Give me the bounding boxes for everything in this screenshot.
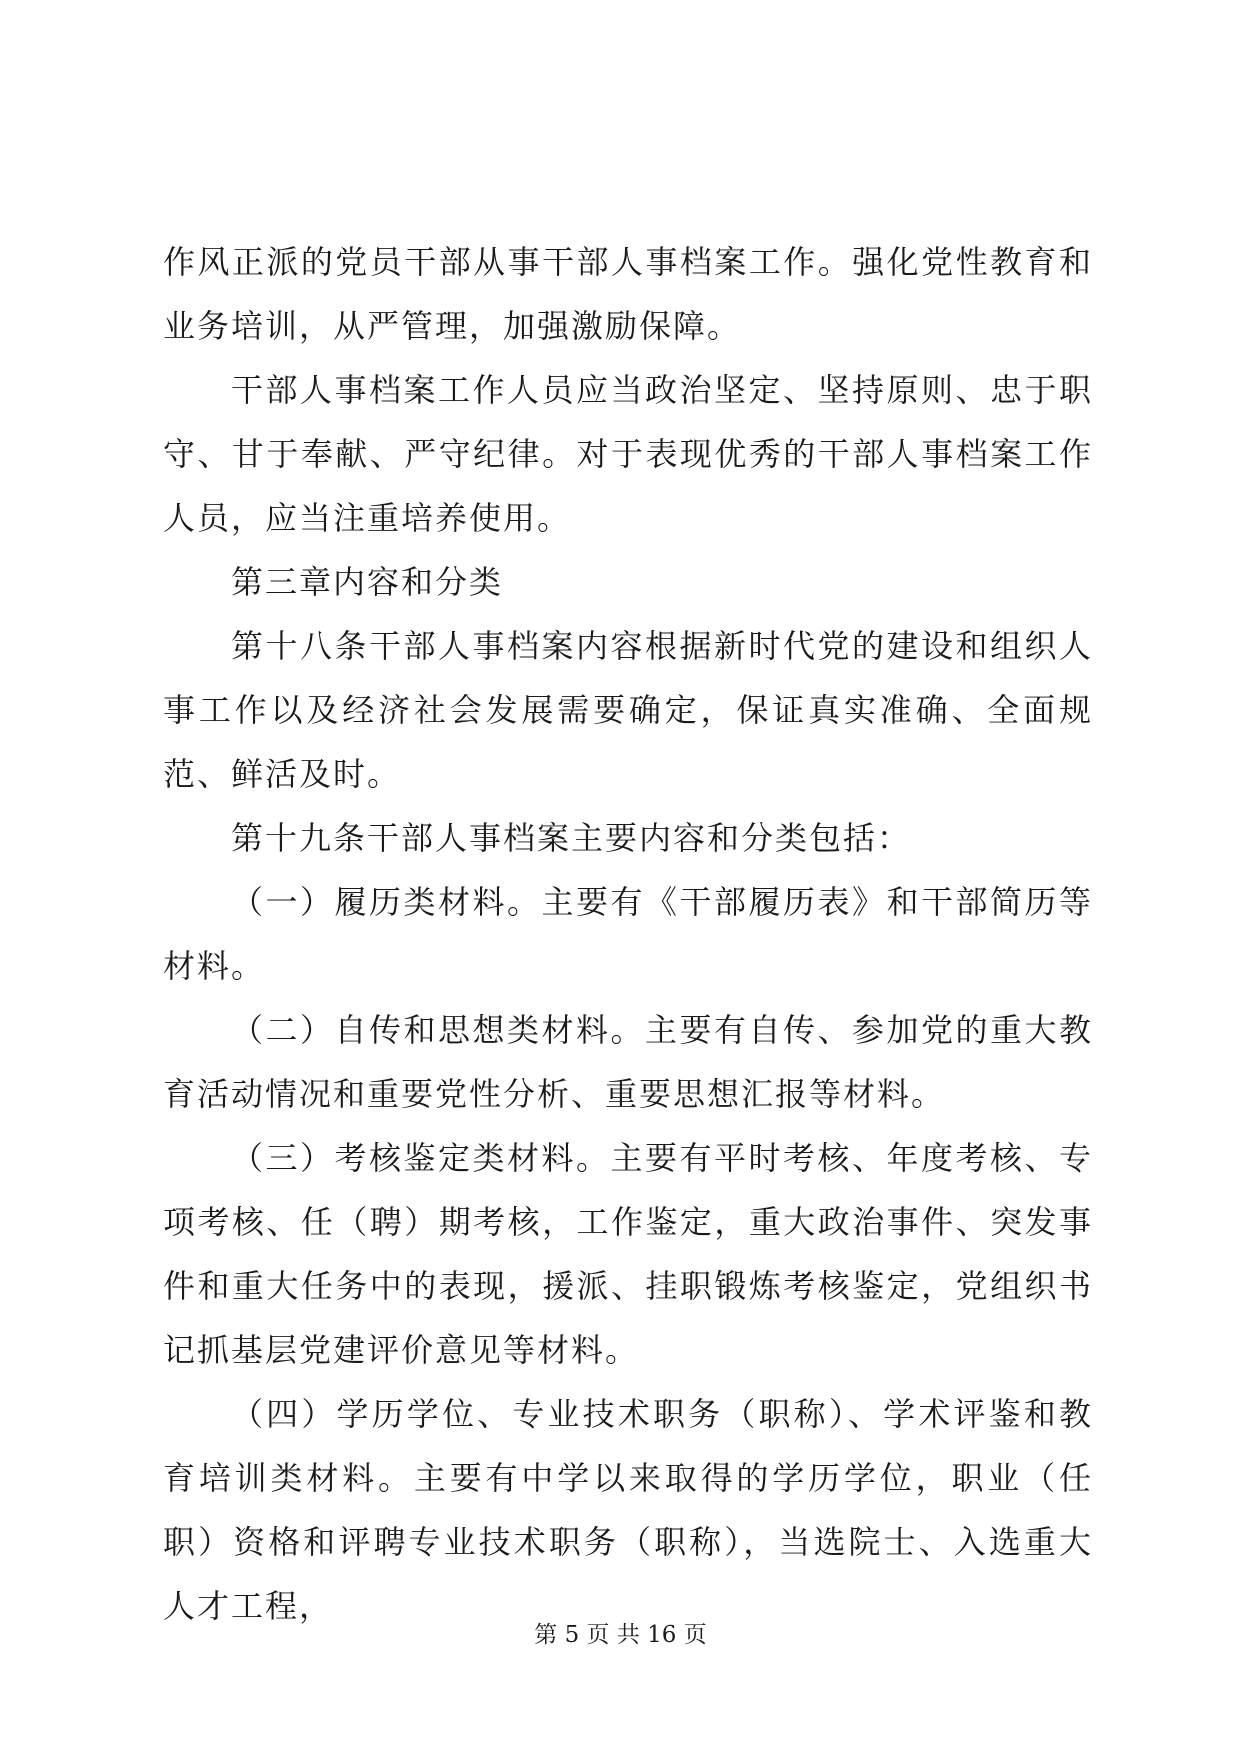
list-item: （四）学历学位、专业技术职务（职称）、学术评鉴和教育培训类材料。主要有中学以来取得的学历学位，职业（任职）资格和评聘专业技术职务（职称），当选院士、入选重大人才工程， <box>163 1395 1093 1625</box>
list-item: （一）履历类材料。主要有《干部履历表》和干部简历等材料。 <box>163 883 1093 985</box>
paragraph: 干部人事档案工作人员应当政治坚定、坚持原则、忠于职守、甘于奉献、严守纪律。对于表现优秀的干部人事档案工作人员，应当注重培养使用。 <box>163 371 1093 537</box>
paragraph: 作风正派的党员干部从事干部人事档案工作。强化党性教育和业务培训，从严管理，加强激励保障。 <box>163 243 1093 345</box>
paragraph: 第十九条干部人事档案主要内容和分类包括： <box>231 819 912 857</box>
list-item: （二）自传和思想类材料。主要有自传、参加党的重大教育活动情况和重要党性分析、重要思想汇报等材料。 <box>163 1011 1093 1113</box>
page-number-footer: 第 5 页 共 16 页 <box>534 1622 707 1648</box>
list-item: （三）考核鉴定类材料。主要有平时考核、年度考核、专项考核、任（聘）期考核，工作鉴定，重大政治事件、突发事件和重大任务中的表现，援派、挂职锻炼考核鉴定，党组织书记抓基层党建评价意见等材料。 <box>163 1139 1093 1369</box>
paragraph: 第十八条干部人事档案内容根据新时代党的建设和组织人事工作以及经济社会发展需要确定，保证真实准确、全面规范、鲜活及时。 <box>163 627 1093 793</box>
document-body <box>163 230 1093 1638</box>
chapter-heading: 第三章内容和分类 <box>231 563 504 601</box>
